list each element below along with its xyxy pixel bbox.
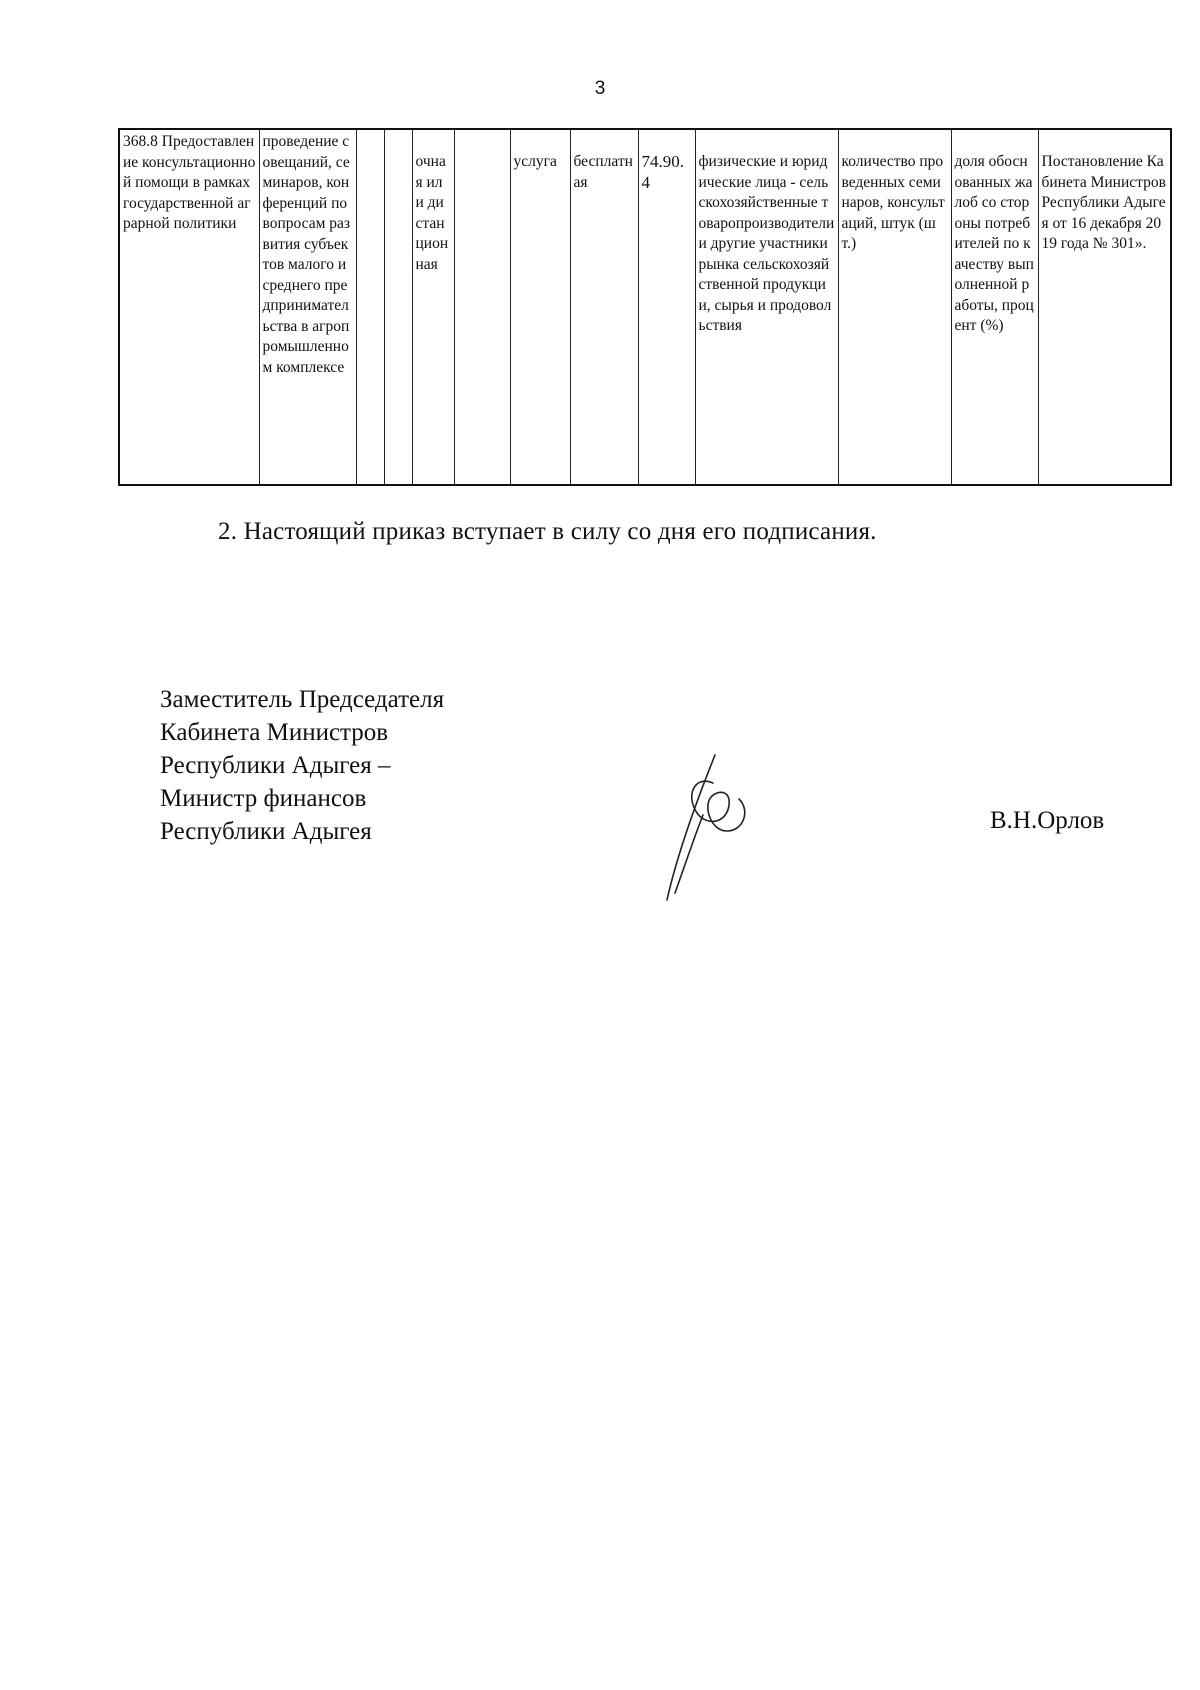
- cell-legal-basis: Постановление Кабинета Министров Республики Адыгея от 16 декабря 2019 года № 301».: [1038, 129, 1171, 485]
- cell-empty: [356, 129, 384, 485]
- signature-title-line: Республики Адыгея: [160, 818, 372, 845]
- signature-title-line: Министр финансов: [160, 785, 367, 812]
- cell-volume-indicator: количество проведенных семинаров, консультаций, штук (шт.): [838, 129, 951, 485]
- services-registry-table: [118, 128, 1172, 486]
- signature-title-line: Республики Адыгея –: [160, 752, 391, 779]
- signatory-name: В.Н.Орлов: [990, 807, 1105, 834]
- cell-empty: [384, 129, 412, 485]
- table-row: [119, 129, 1171, 485]
- cell-quality-indicator: доля обоснованных жалоб со стороны потребителей по качеству выполненной работы, процент (%): [951, 129, 1038, 485]
- cell-recipients: физические и юридические лица - сельскохозяйственные товаропроизводители и другие участники рынка сельскохозяйственной продукции, сырья и продовольствия: [695, 129, 838, 485]
- clause-text: 2. Настоящий приказ вступает в силу со дня его подписания.: [218, 518, 877, 545]
- signature-title-line: Заместитель Председателя: [160, 686, 445, 713]
- cell-payment: бесплатная: [570, 129, 638, 485]
- cell-okved-code: 74.90.4: [638, 129, 695, 485]
- handwritten-signature: [655, 735, 765, 905]
- cell-service-form: очная или дистанционная: [412, 129, 454, 485]
- page-number: 3: [594, 78, 606, 99]
- cell-service-name: 368.8 Предоставление консультационной помощи в рамках государственной аграрной политики: [119, 129, 259, 485]
- cell-service-type: услуга: [510, 129, 570, 485]
- cell-empty: [454, 129, 510, 485]
- signature-title-line: Кабинета Министров: [160, 719, 389, 746]
- signature-title-block: [160, 683, 444, 848]
- cell-service-content: проведение совещаний, семинаров, конференций по вопросам развития субъектов малого и среднего предпринимательства в агропромышленном комплексе: [259, 129, 356, 485]
